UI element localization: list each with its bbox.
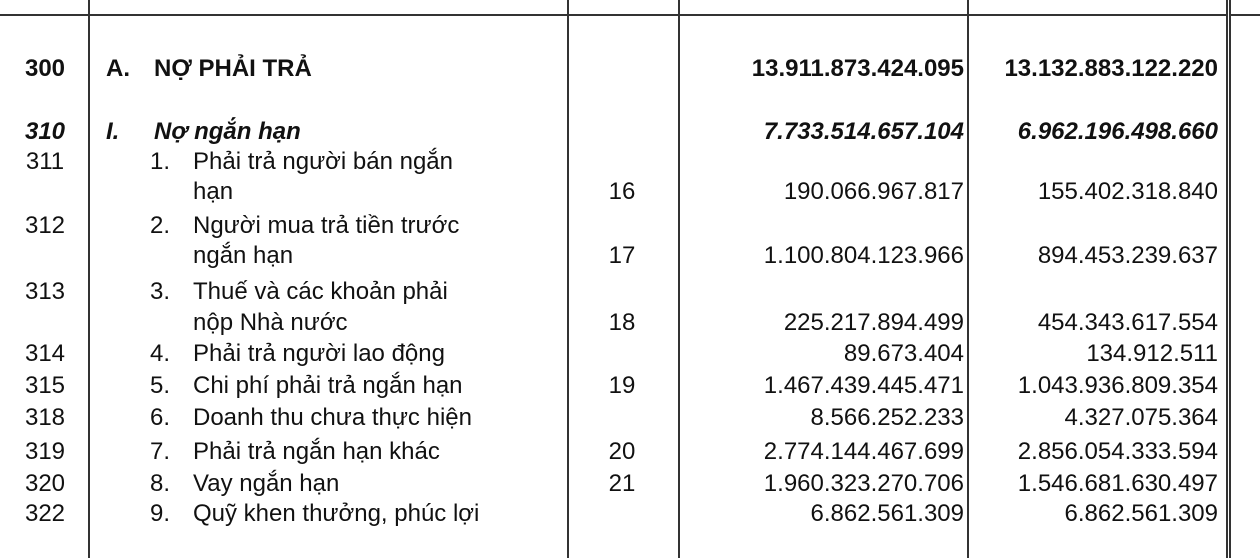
row-label-line1: Quỹ khen thưởng, phúc lợi bbox=[193, 500, 480, 527]
row-label-line2: hạn bbox=[193, 178, 234, 205]
row-label-line1: Phải trả người lao động bbox=[193, 340, 445, 367]
row-number: 7. bbox=[150, 438, 171, 465]
row-label-line1: Chi phí phải trả ngắn hạn bbox=[193, 372, 463, 399]
row-code: 320 bbox=[24, 470, 66, 497]
row-code: 312 bbox=[24, 212, 66, 239]
row-number: 1. bbox=[150, 148, 171, 175]
row-current-value: 8.566.252.233 bbox=[810, 404, 964, 431]
row-note: 16 bbox=[608, 178, 636, 205]
row-current-value: 1.960.323.270.706 bbox=[763, 470, 964, 497]
row-note: 19 bbox=[608, 372, 636, 399]
row-previous-value: 6.962.196.498.660 bbox=[1017, 118, 1218, 145]
row-number: 5. bbox=[150, 372, 171, 399]
row-current-value: 89.673.404 bbox=[843, 340, 964, 367]
row-number: 4. bbox=[150, 340, 171, 367]
row-label-line2: nộp Nhà nước bbox=[193, 309, 348, 336]
col-divider-right-edge bbox=[1226, 0, 1231, 558]
row-current-value: 6.862.561.309 bbox=[810, 500, 964, 527]
row-code: 319 bbox=[24, 438, 66, 465]
row-previous-value: 134.912.511 bbox=[1086, 340, 1218, 367]
row-previous-value: 2.856.054.333.594 bbox=[1017, 438, 1218, 465]
row-label-line1: Phải trả ngắn hạn khác bbox=[193, 438, 440, 465]
row-code: 322 bbox=[24, 500, 66, 527]
row-note: 18 bbox=[608, 309, 636, 336]
row-previous-value: 894.453.239.637 bbox=[1037, 242, 1218, 269]
row-number: 2. bbox=[150, 212, 171, 239]
row-note: 17 bbox=[608, 242, 636, 269]
row-code: 313 bbox=[24, 278, 66, 305]
row-label-line1: Phải trả người bán ngắn bbox=[193, 148, 453, 175]
row-code: 315 bbox=[24, 372, 66, 399]
row-previous-value: 1.043.936.809.354 bbox=[1017, 372, 1218, 399]
row-previous-value: 4.327.075.364 bbox=[1064, 404, 1218, 431]
row-code: 318 bbox=[24, 404, 66, 431]
row-label: NỢ PHẢI TRẢ bbox=[154, 55, 312, 82]
row-previous-value: 1.546.681.630.497 bbox=[1017, 470, 1218, 497]
row-label-line1: Người mua trả tiền trước bbox=[193, 212, 460, 239]
row-number: 3. bbox=[150, 278, 171, 305]
row-number: 6. bbox=[150, 404, 171, 431]
row-label-line1: Thuế và các khoản phải bbox=[193, 278, 448, 305]
row-current-value: 190.066.967.817 bbox=[783, 178, 964, 205]
row-current-value: 7.733.514.657.104 bbox=[763, 118, 964, 145]
row-previous-value: 454.343.617.554 bbox=[1037, 309, 1218, 336]
row-label-line1: Vay ngắn hạn bbox=[193, 470, 340, 497]
row-previous-value: 13.132.883.122.220 bbox=[1004, 55, 1218, 82]
row-current-value: 1.467.439.445.471 bbox=[763, 372, 964, 399]
row-label-line2: ngắn hạn bbox=[193, 242, 294, 269]
table-top-border bbox=[0, 14, 1260, 16]
row-code: 300 bbox=[24, 55, 66, 82]
row-number: I. bbox=[106, 118, 120, 145]
col-divider-current bbox=[967, 0, 969, 558]
row-note: 20 bbox=[608, 438, 636, 465]
row-current-value: 13.911.873.424.095 bbox=[751, 55, 964, 82]
row-number: 9. bbox=[150, 500, 171, 527]
col-divider-label bbox=[567, 0, 569, 558]
row-current-value: 2.774.144.467.699 bbox=[763, 438, 964, 465]
row-number: A. bbox=[106, 55, 130, 82]
row-previous-value: 155.402.318.840 bbox=[1037, 178, 1218, 205]
row-current-value: 225.217.894.499 bbox=[783, 309, 964, 336]
col-divider-note bbox=[678, 0, 680, 558]
row-previous-value: 6.862.561.309 bbox=[1064, 500, 1218, 527]
row-note: 21 bbox=[608, 470, 636, 497]
row-code: 314 bbox=[24, 340, 66, 367]
row-number: 8. bbox=[150, 470, 171, 497]
row-label-line1: Doanh thu chưa thực hiện bbox=[193, 404, 472, 431]
row-current-value: 1.100.804.123.966 bbox=[763, 242, 964, 269]
row-code: 310 bbox=[24, 118, 66, 145]
row-label: Nợ ngắn hạn bbox=[154, 118, 301, 145]
row-code: 311 bbox=[25, 148, 65, 175]
